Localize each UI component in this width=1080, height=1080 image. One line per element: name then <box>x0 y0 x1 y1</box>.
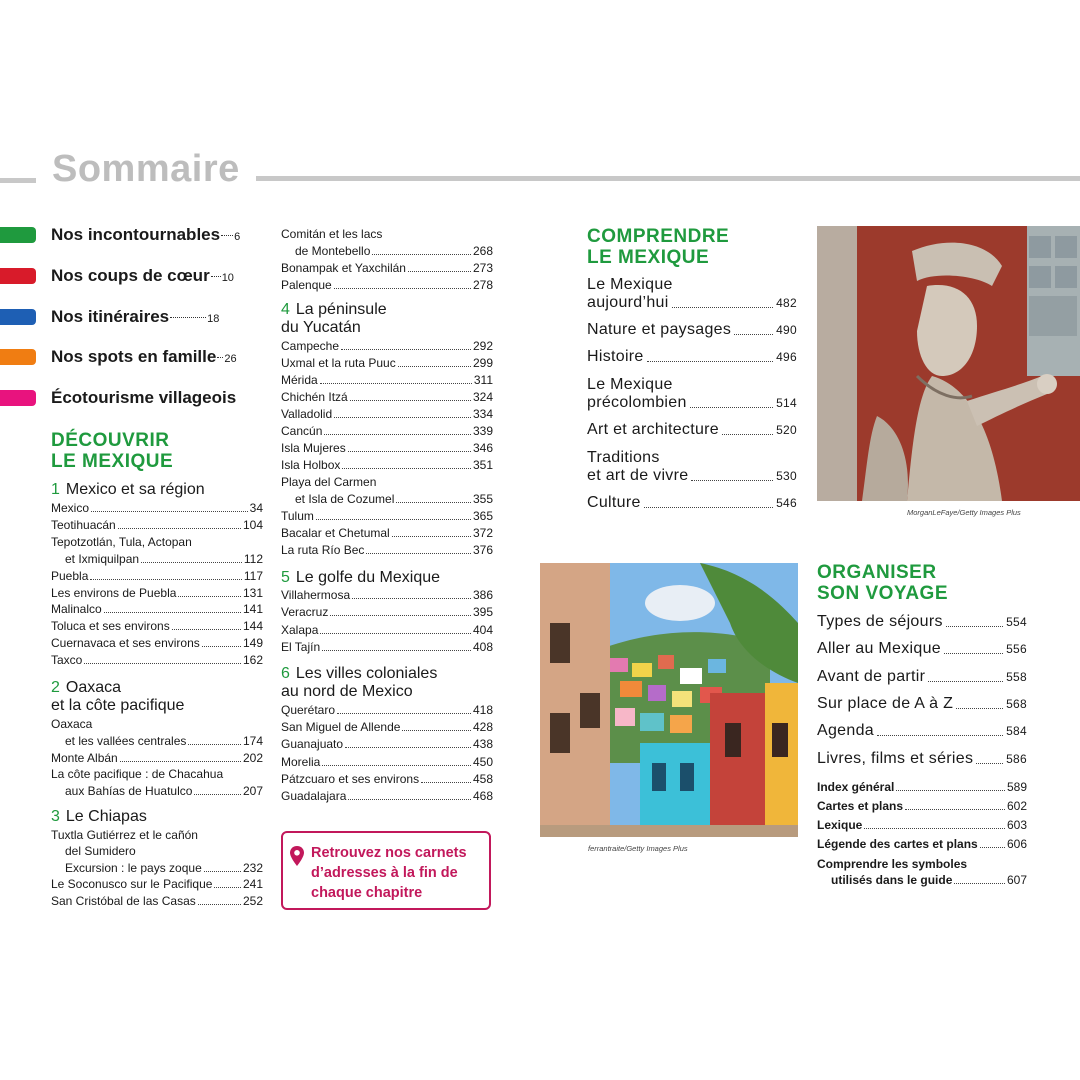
toc-entry-text: Le Mexique <box>587 376 673 393</box>
toc-entry-text: de Montebello <box>295 244 371 258</box>
toc-entry-text: La ruta Río Bec <box>281 543 365 557</box>
toc-entry-text: et Isla de Cozumel <box>295 492 395 506</box>
toc-entry-page: 602 <box>1006 799 1027 813</box>
toc-entry-page: 496 <box>776 350 797 364</box>
highlight-item[interactable] <box>0 222 241 248</box>
toc-entry[interactable] <box>587 449 797 485</box>
toc-entry-page: 558 <box>1006 669 1027 684</box>
highlight-item[interactable] <box>0 385 237 411</box>
title-rule-right <box>256 176 1080 181</box>
toc-entry[interactable] <box>281 639 493 655</box>
toc-entry[interactable] <box>817 836 1027 852</box>
toc-entry-page: 162 <box>242 653 263 668</box>
toc-entry-page: 292 <box>472 339 493 353</box>
highlight-color-bar <box>0 309 36 325</box>
toc-entry-page: 418 <box>472 703 493 717</box>
toc-entry-page: 603 <box>1006 818 1027 832</box>
toc-entry[interactable] <box>51 893 263 909</box>
toc-entry-page: 395 <box>472 605 493 620</box>
toc-entry-text: Nature et paysages <box>587 321 732 338</box>
toc-entry-text: Oaxaca <box>51 717 93 731</box>
highlight-page: 26 <box>224 353 237 365</box>
toc-entry[interactable] <box>281 243 493 259</box>
toc-entry[interactable] <box>817 750 1027 768</box>
chapter-title-text: Les villes coloniales <box>295 665 438 682</box>
toc-entry-text: Valladolid <box>281 407 333 421</box>
chapter-number: 1 <box>51 481 60 498</box>
toc-entry-page: 520 <box>776 423 797 437</box>
toc-entry[interactable] <box>281 491 493 507</box>
toc-entry-page: 408 <box>472 639 493 654</box>
chapter-title-text: Oaxaca <box>65 679 122 696</box>
toc-entry-text: Xalapa <box>281 622 319 637</box>
toc-entry[interactable] <box>51 601 263 617</box>
toc-entry-page: 355 <box>472 492 493 506</box>
toc-entry-page: 365 <box>472 509 493 523</box>
chapter-number: 5 <box>281 569 290 586</box>
toc-entry[interactable] <box>281 788 493 804</box>
toc-entry[interactable] <box>281 372 493 388</box>
highlight-label: Nos coups de cœur 10 <box>51 266 234 285</box>
page-title: Sommaire <box>52 148 240 190</box>
toc-entry-text: et Ixmiquilpan <box>65 551 140 566</box>
toc-entry[interactable] <box>281 771 493 787</box>
toc-entry-text: del Sumidero <box>65 844 136 859</box>
organiser-title-line1: ORGANISER <box>817 562 937 583</box>
toc-entry[interactable] <box>817 856 1027 888</box>
toc-entry[interactable] <box>817 640 1027 658</box>
toc-entry[interactable] <box>587 348 797 366</box>
toc-entry-text: aux Bahías de Huatulco <box>65 784 193 799</box>
title-area <box>0 140 1080 200</box>
toc-entry-page: 438 <box>472 737 493 752</box>
highlight-item[interactable] <box>0 344 237 370</box>
highlight-color-bar <box>0 349 36 365</box>
toc-entry-text: Toluca et ses environs <box>51 619 170 634</box>
toc-entry-text: Tuxtla Gutiérrez et le cañón <box>51 828 198 842</box>
toc-entry-page: 530 <box>776 469 797 483</box>
toc-entry-text: Art et architecture <box>587 421 719 438</box>
toc-entry-page: 490 <box>776 323 797 337</box>
toc-entry[interactable] <box>817 668 1027 686</box>
toc-entry-page: 450 <box>472 754 493 769</box>
highlight-label: Nos incontournables 6 <box>51 225 241 244</box>
chapter-5-title[interactable] <box>281 569 440 587</box>
toc-entry-text: Sur place de A à Z <box>817 694 954 712</box>
chapter-title-text: La péninsule <box>295 301 387 318</box>
toc-entry-page: 241 <box>242 877 263 892</box>
toc-entry-page: 568 <box>1006 696 1027 711</box>
toc-entry[interactable] <box>281 622 493 638</box>
highlight-color-bar <box>0 390 36 406</box>
toc-entry[interactable] <box>817 695 1027 713</box>
toc-entry[interactable] <box>51 635 263 651</box>
chapter-4-title[interactable] <box>281 301 387 337</box>
toc-entry[interactable] <box>281 754 493 770</box>
toc-entry[interactable] <box>281 736 493 752</box>
toc-entry-text: Pátzcuaro et ses environs <box>281 771 420 786</box>
highlight-color-bar <box>0 227 36 243</box>
toc-entry[interactable] <box>817 779 1027 795</box>
toc-entry-text: précolombien <box>587 394 687 411</box>
toc-entry-page: 386 <box>472 588 493 602</box>
toc-entry-text: Mérida <box>281 373 318 387</box>
toc-entry[interactable] <box>51 827 263 843</box>
toc-entry[interactable] <box>817 817 1027 833</box>
highlight-page: 10 <box>221 272 234 284</box>
toc-entry[interactable] <box>281 604 493 620</box>
toc-entry[interactable] <box>51 500 263 516</box>
callout-text: Retrouvez nos carnets d’adresses à la fin de chaque chapitre <box>311 845 467 901</box>
toc-entry-text: Les environs de Puebla <box>51 585 177 600</box>
toc-entry[interactable] <box>51 750 263 766</box>
toc-entry[interactable] <box>281 260 493 276</box>
toc-entry-text: Le Soconusco sur le Pacifique <box>51 877 213 892</box>
street-photo-credit: ferrantraite/Getty Images Plus <box>588 844 688 853</box>
toc-entry-page: 404 <box>472 622 493 637</box>
toc-entry-text: El Tajín <box>281 639 321 654</box>
highlight-item[interactable] <box>0 263 234 289</box>
toc-entry-page: 334 <box>472 407 493 421</box>
toc-entry-page: 514 <box>776 396 797 410</box>
chapter-title-text: Mexico et sa région <box>65 481 205 498</box>
toc-entry-text: Comprendre les symboles <box>817 857 968 871</box>
highlight-label: Nos itinéraires 18 <box>51 307 220 326</box>
toc-entry[interactable] <box>51 585 263 601</box>
toc-entry-text: Isla Holbox <box>281 458 341 472</box>
toc-entry-text: Playa del Carmen <box>281 475 377 489</box>
toc-entry-page: 112 <box>243 551 263 566</box>
toc-entry[interactable] <box>51 618 263 634</box>
toc-entry[interactable] <box>51 652 263 668</box>
toc-entry-text: Chichén Itzá <box>281 390 348 404</box>
toc-entry[interactable] <box>51 568 263 584</box>
maya-relief-illustration <box>817 226 1080 501</box>
relief-photo-credit: MorganLeFaye/Getty Images Plus <box>907 508 1021 517</box>
decouvrir-title-line2: LE MEXIQUE <box>51 451 174 472</box>
toc-entry-page: 144 <box>242 619 263 634</box>
chapter-title-text: au nord de Mexico <box>281 683 413 700</box>
comprendre-title <box>587 226 729 268</box>
toc-entry[interactable] <box>281 406 493 422</box>
toc-entry-text: Isla Mujeres <box>281 441 346 455</box>
toc-entry[interactable] <box>51 860 263 876</box>
toc-entry-page: 482 <box>776 296 797 310</box>
toc-entry-text: Traditions <box>587 449 660 466</box>
toc-entry-page: 606 <box>1006 837 1027 851</box>
toc-entry-text: Lexique <box>817 818 863 832</box>
highlight-page: 6 <box>234 231 241 243</box>
toc-entry-page: 458 <box>472 771 493 786</box>
toc-entry[interactable] <box>51 517 263 533</box>
toc-entry-page: 34 <box>249 501 263 515</box>
toc-entry[interactable] <box>281 702 493 718</box>
chapter-number: 6 <box>281 665 290 682</box>
toc-entry-text: et les vallées centrales <box>65 733 187 748</box>
toc-entry-text: Teotihuacán <box>51 517 116 532</box>
toc-entry-page: 117 <box>243 568 263 583</box>
toc-entry[interactable] <box>817 613 1027 631</box>
toc-entry-page: 273 <box>472 261 493 275</box>
toc-entry[interactable] <box>281 338 493 354</box>
toc-entry-text: Tulum <box>281 509 314 523</box>
toc-entry[interactable] <box>51 876 263 892</box>
address-callout-box <box>281 831 491 910</box>
toc-entry-text: Guanajuato <box>281 737 344 752</box>
toc-entry-page: 428 <box>472 720 493 735</box>
toc-entry-text: Morelia <box>281 754 321 769</box>
toc-entry[interactable] <box>587 276 797 312</box>
comprendre-title-line2: LE MEXIQUE <box>587 247 710 268</box>
toc-entry-text: Cuernavaca et ses environs <box>51 636 200 651</box>
highlight-label: Écotourisme villageois <box>51 388 237 407</box>
toc-entry-text: Taxco <box>51 653 83 668</box>
maya-relief-photo <box>817 226 1080 501</box>
toc-entry-text: Excursion : le pays zoque <box>65 860 202 875</box>
toc-entry-page: 346 <box>472 441 493 455</box>
toc-entry-text: Mexico <box>51 501 90 515</box>
toc-entry-page: 174 <box>242 733 263 748</box>
toc-entry-text: Types de séjours <box>817 613 943 630</box>
toc-entry[interactable] <box>281 457 493 473</box>
toc-entry-page: 589 <box>1006 780 1027 794</box>
toc-entry-page: 584 <box>1006 724 1027 739</box>
toc-entry-page: 546 <box>776 496 797 510</box>
chapter-6-title[interactable] <box>281 665 437 701</box>
toc-entry-text: Tepotzotlán, Tula, Actopan <box>51 534 192 549</box>
toc-entry-text: Bonampak et Yaxchilán <box>281 261 406 275</box>
toc-entry-page: 141 <box>242 602 263 617</box>
toc-entry[interactable] <box>587 321 797 339</box>
toc-entry-page: 586 <box>1006 751 1027 766</box>
toc-entry-text: Uxmal et la ruta Puuc <box>281 356 396 370</box>
toc-entry-page: 278 <box>472 278 493 292</box>
toc-entry-text: Index général <box>817 780 895 794</box>
toc-entry-page: 324 <box>472 390 493 404</box>
toc-entry-page: 149 <box>242 636 263 651</box>
toc-entry-text: Aller au Mexique <box>817 640 941 658</box>
toc-entry-page: 339 <box>472 424 493 438</box>
chapter-title-text: du Yucatán <box>281 319 361 336</box>
toc-entry-text: Guadalajara <box>281 789 347 803</box>
toc-entry[interactable] <box>281 423 493 439</box>
toc-entry-text: Palenque <box>281 278 332 292</box>
toc-entry[interactable] <box>281 277 493 293</box>
map-pin-icon <box>289 845 305 867</box>
toc-entry-text: Puebla <box>51 568 89 583</box>
toc-entry[interactable] <box>281 355 493 371</box>
toc-entry-text: Comitán et les lacs <box>281 227 383 241</box>
toc-entry-text: Bacalar et Chetumal <box>281 526 390 540</box>
toc-entry-text: Campeche <box>281 339 340 353</box>
highlight-item[interactable] <box>0 304 220 330</box>
toc-entry-text: Monte Albán <box>51 750 118 765</box>
toc-entry[interactable] <box>817 722 1027 740</box>
toc-entry-text: Le Mexique <box>587 276 673 293</box>
toc-entry-page: 232 <box>242 860 263 875</box>
toc-entry-text: Histoire <box>587 348 644 365</box>
toc-entry[interactable] <box>281 719 493 735</box>
toc-entry-text: San Miguel de Allende <box>281 720 401 735</box>
toc-entry-text: Cartes et plans <box>817 799 904 813</box>
toc-entry-page: 207 <box>242 784 263 799</box>
toc-entry[interactable] <box>281 474 493 490</box>
organiser-title-line2: SON VOYAGE <box>817 583 949 604</box>
toc-entry-page: 376 <box>472 543 493 557</box>
toc-entry[interactable] <box>51 534 263 550</box>
toc-entry-text: Querétaro <box>281 703 336 717</box>
toc-entry[interactable] <box>51 843 263 859</box>
guanajuato-street-photo <box>540 563 798 837</box>
toc-entry[interactable] <box>587 376 797 412</box>
toc-entry-page: 556 <box>1006 642 1027 657</box>
title-rule-left <box>0 178 36 183</box>
toc-entry-page: 104 <box>242 517 263 532</box>
toc-entry-text: Livres, films et séries <box>817 749 974 767</box>
chapter-1-title[interactable] <box>51 481 205 499</box>
toc-entry-text: Agenda <box>817 722 874 740</box>
toc-entry-page: 468 <box>472 789 493 803</box>
toc-entry[interactable] <box>281 587 493 603</box>
toc-entry[interactable] <box>587 494 797 512</box>
highlight-color-bar <box>0 268 36 284</box>
toc-entry[interactable] <box>587 421 797 439</box>
toc-entry-text: Veracruz <box>281 605 329 620</box>
chapter-2-title[interactable] <box>51 679 184 715</box>
toc-entry[interactable] <box>281 525 493 541</box>
toc-entry-text: Légende des cartes et plans <box>817 837 978 851</box>
toc-entry-page: 268 <box>472 244 493 258</box>
toc-entry-page: 372 <box>472 526 493 540</box>
toc-entry[interactable] <box>817 798 1027 814</box>
toc-entry[interactable] <box>51 733 263 749</box>
decouvrir-title <box>51 430 173 472</box>
toc-entry-page: 351 <box>472 458 493 472</box>
toc-entry-text: et art de vivre <box>587 467 689 484</box>
toc-entry-text: Malinalco <box>51 602 102 617</box>
decouvrir-title-line1: DÉCOUVRIR <box>51 430 170 451</box>
organiser-title <box>817 562 948 604</box>
chapter-3-title[interactable] <box>51 808 147 826</box>
toc-entry-text: aujourd’hui <box>587 294 669 311</box>
chapter-number: 3 <box>51 808 60 825</box>
chapter-number: 4 <box>281 301 290 318</box>
chapter-title-text: et la côte pacifique <box>51 697 185 714</box>
toc-entry[interactable] <box>51 766 263 782</box>
toc-entry[interactable] <box>281 542 493 558</box>
toc-entry[interactable] <box>51 783 263 799</box>
colonial-street-illustration <box>540 563 798 837</box>
toc-entry-page: 202 <box>242 750 263 765</box>
toc-entry[interactable] <box>281 508 493 524</box>
toc-entry-text: La côte pacifique : de Chacahua <box>51 767 224 782</box>
toc-entry-page: 299 <box>472 356 493 370</box>
chapter-number: 2 <box>51 679 60 696</box>
comprendre-title-line1: COMPRENDRE <box>587 226 730 247</box>
chapter-title-text: Le golfe du Mexique <box>295 569 441 586</box>
highlight-label: Nos spots en famille 26 <box>51 347 237 366</box>
toc-entry[interactable] <box>281 226 493 242</box>
toc-entry-text: Cancún <box>281 424 323 438</box>
highlight-page: 18 <box>207 313 220 325</box>
toc-entry-page: 311 <box>473 373 493 387</box>
toc-entry[interactable] <box>51 551 263 567</box>
toc-entry-text: Villahermosa <box>281 588 351 602</box>
toc-entry-page: 131 <box>242 585 263 600</box>
toc-entry[interactable] <box>51 716 263 732</box>
toc-entry-text: Culture <box>587 494 641 511</box>
toc-entry[interactable] <box>281 440 493 456</box>
toc-entry-text: utilisés dans le guide <box>831 873 953 887</box>
toc-entry[interactable] <box>281 389 493 405</box>
toc-entry-text: San Cristóbal de las Casas <box>51 893 196 908</box>
chapter-title-text: Le Chiapas <box>65 808 147 825</box>
toc-entry-page: 554 <box>1006 615 1027 629</box>
toc-entry-text: Avant de partir <box>817 667 926 685</box>
toc-entry-page: 252 <box>242 893 263 908</box>
toc-entry-page: 607 <box>1006 873 1027 887</box>
